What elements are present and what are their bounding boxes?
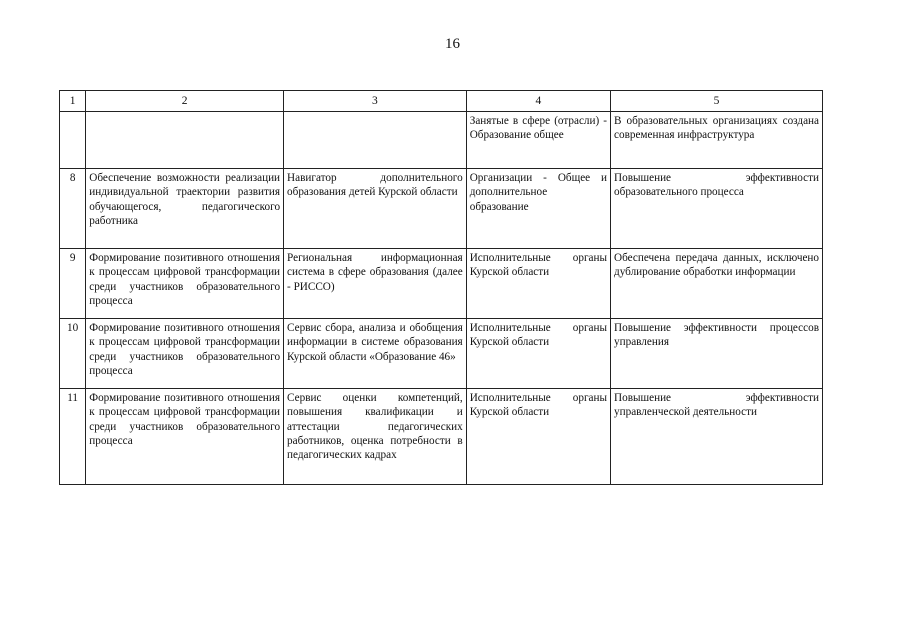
header-cell-4: 4: [466, 91, 610, 112]
row-number: 10: [60, 319, 86, 389]
table-header-row: [60, 91, 823, 112]
table-row: [60, 169, 823, 249]
service-cell: [284, 112, 467, 169]
header-cell-1: 1: [60, 91, 86, 112]
goal-cell: Формирование позитивного отношения к процессам цифровой трансформации среди участников образовательного процесса: [86, 249, 284, 319]
goal-cell: Формирование позитивного отношения к процессам цифровой трансформации среди участников образовательного процесса: [86, 319, 284, 389]
page-number: 16: [445, 36, 460, 52]
participants-cell: Занятые в сфере (отрасли) - Образование общее: [466, 112, 610, 169]
goal-cell: Обеспечение возможности реализации индивидуальной траектории развития обучающегося, педагогического работника: [86, 169, 284, 249]
table-row: [60, 249, 823, 319]
table-row: [60, 112, 823, 169]
row-number: 8: [60, 169, 86, 249]
participants-cell: Исполнительные органы Курской области: [466, 249, 610, 319]
result-cell: В образовательных организациях создана современная инфраструктура: [611, 112, 823, 169]
header-cell-5: 5: [611, 91, 823, 112]
table-row: [60, 319, 823, 389]
document-table: [59, 90, 823, 485]
service-cell: Региональная информационная система в сфере образования (далее - РИССО): [284, 249, 467, 319]
header-cell-3: 3: [284, 91, 467, 112]
service-cell: Сервис сбора, анализа и обобщения информации в системе образования Курской области «Образование 46»: [284, 319, 467, 389]
row-number: [60, 112, 86, 169]
participants-cell: Исполнительные органы Курской области: [466, 389, 610, 485]
row-number: 9: [60, 249, 86, 319]
result-cell: Повышение эффективности процессов управления: [611, 319, 823, 389]
table-row: [60, 389, 823, 485]
service-cell: Сервис оценки компетенций, повышения квалификации и аттестации педагогических работников, оценка потребности в педагогических кадрах: [284, 389, 467, 485]
result-cell: Повышение эффективности образовательного процесса: [611, 169, 823, 249]
participants-cell: Исполнительные органы Курской области: [466, 319, 610, 389]
goal-cell: Формирование позитивного отношения к процессам цифровой трансформации среди участников образовательного процесса: [86, 389, 284, 485]
participants-cell: Организации - Общее и дополнительное образование: [466, 169, 610, 249]
result-cell: Обеспечена передача данных, исключено дублирование обработки информации: [611, 249, 823, 319]
header-cell-2: 2: [86, 91, 284, 112]
service-cell: Навигатор дополнительного образования детей Курской области: [284, 169, 467, 249]
row-number: 11: [60, 389, 86, 485]
result-cell: Повышение эффективности управленческой деятельности: [611, 389, 823, 485]
goal-cell: [86, 112, 284, 169]
